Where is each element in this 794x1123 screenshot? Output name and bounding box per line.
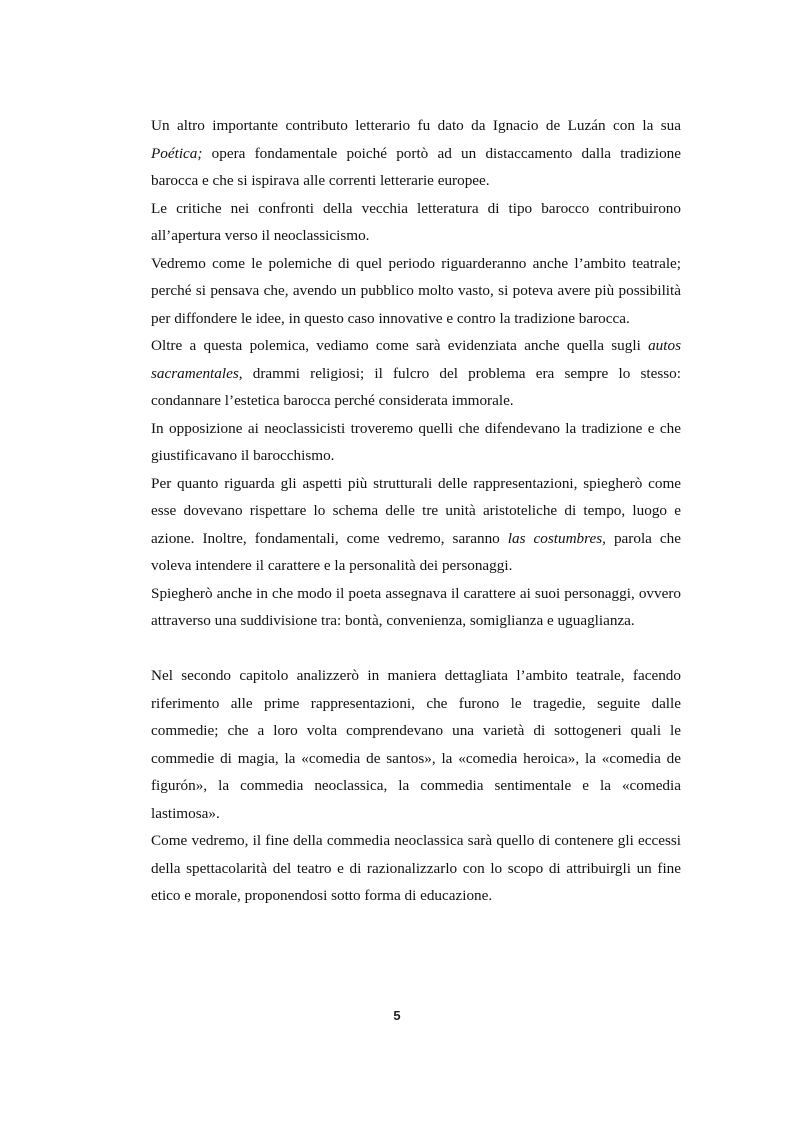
text-segment: , parola che voleva intendere il carattere e la personalità dei personaggi. [151,529,681,574]
text-segment: opera fondamentale poiché portò ad un distaccamento dalla tradizione barocca e che si ispirava alle correnti letterarie europee. [151,144,681,189]
paragraph [151,332,681,415]
italic-term: autos sacramentales [151,337,681,382]
text-segment: Come vedremo, il fine della commedia neoclassica sarà quello di contenere gli eccessi della spettacolarità del teatro e di razionalizzarlo con lo scopo di attribuirgli un fine etico e morale, proponendosi sotto forma di educazione. [151,832,681,904]
paragraph [151,470,681,580]
text-segment: , drammi religiosi; il fulcro del problema era sempre lo stesso: condannare l’estetica barocca perché considerata immorale. [151,364,681,409]
italic-title: Poética; [151,144,203,162]
text-segment: Nel secondo capitolo analizzerò in maniera dettagliata l’ambito teatrale, facendo riferimento alle prime rappresentazioni, che furono le tragedie, seguite dalle commedie; che a loro volta comprendevano una varietà di sottogeneri quali le commedie di magia, la «comedia de santos», la «comedia heroica», la «comedia de figurón», la commedia neoclassica, la commedia sentimentale e la «comedia lastimosa». [151,667,681,822]
text-segment: Spiegherò anche in che modo il poeta assegnava il carattere ai suoi personaggi, ovvero attraverso una suddivisione tra: bontà, convenienza, somiglianza e uguaglianza. [151,584,681,629]
paragraph [151,112,681,195]
paragraph [151,250,681,333]
italic-term: las costumbres [507,529,603,547]
text-segment: Per quanto riguarda gli aspetti più strutturali delle rappresentazioni, spiegherò come esse dovevano rispettare lo schema delle tre unità aristoteliche di tempo, luogo e azione. Inoltre, fondamentali, come vedremo, saranno [151,474,681,547]
text-segment: Vedremo come le polemiche di quel periodo riguarderanno anche l’ambito teatrale; perché si pensava che, avendo un pubblico molto vasto, si poteva avere più possibilità per diffondere le idee, in questo caso innovative e contro la tradizione barocca. [151,254,681,327]
paragraph [151,195,681,250]
paragraph [151,580,681,635]
text-segment: In opposizione ai neoclassicisti troveremo quelli che difendevano la tradizione e che giustificavano il barocchismo. [151,419,681,464]
paragraph [151,415,681,470]
paragraph [151,662,681,827]
body-text [151,112,681,910]
text-segment: Le critiche nei confronti della vecchia letteratura di tipo barocco contribuirono all’apertura verso il neoclassicismo. [151,199,681,244]
paragraph [151,827,681,910]
text-segment: Oltre a questa polemica, vediamo come sarà evidenziata anche quella sugli [151,337,649,354]
text-segment: Un altro importante contributo letterario fu dato da Ignacio de Luzán con la sua [151,117,681,134]
page-number: 5 [393,1008,401,1023]
